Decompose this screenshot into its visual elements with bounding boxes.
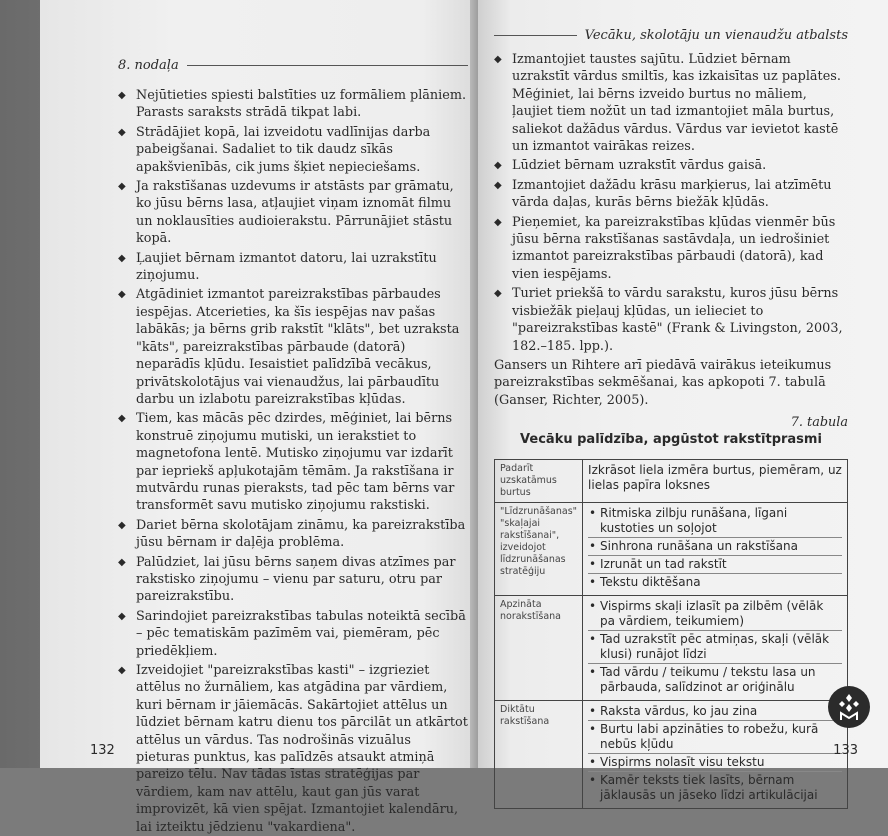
table-row (495, 596, 848, 701)
cell-bullet-list (588, 599, 842, 696)
list-item: • Tad uzrakstīt pēc atmiņas, skaļi (vēlāk klusi) runājot līdzi (588, 632, 842, 664)
list-item: ◆ Izveidojiet "pareizrakstības kasti" – izgrieziet attēlus no žurnāliem, kas atgādina par vārdiem, kuri bērnam ir jāiemācās. Sakārtojiet attēlus un lūdziet bērnam katru dienu tos pārcilāt un atkārtot attēlus un vārdus. Tas nodrošinās vizuālus pieturas punktus, kas palīdzēs atsaukt atmiņā pareizo tēlu. Nav tādas īstas stratēģijas par vārdiem, kam nav attēlu, kaut gan jūs varat improvizēt, kā vien spējat. Izmantojiet kalendāru, lai izteiktu jēdzienu "vakardiena". (118, 662, 468, 836)
list-item: ◆ Nejūtieties spiesti balstīties uz formāliem plāniem. Parasts saraksts strādā tikpat labi. (118, 87, 468, 122)
list-item: ◆ Sarindojiet pareizrakstības tabulas noteiktā secībā – pēc tematiskām pazīmēm vai, piemēram, pēc priedēkļiem. (118, 608, 468, 660)
left-page-number: 132 (90, 743, 115, 758)
list-item: • Kamēr teksts tiek lasīts, bērnam jāklausās un jāseko līdzi artikulācijai (588, 773, 842, 804)
list-item: • Raksta vārdus, ko jau zina (588, 704, 842, 721)
list-item: ◆ Strādājiet kopā, lai izveidotu vadlīnijas darba pabeigšanai. Sadaliet to tik daudz sīkās apakšvienībās, cik jums šķiet nepieciešams. (118, 124, 468, 176)
list-item: • Sinhrona runāšana un rakstīšana (588, 539, 842, 556)
table-title: Vecāku palīdzība, apgūstot rakstītprasmi (520, 432, 822, 448)
left-running-head (118, 58, 468, 73)
list-item: • Tad vārdu / teikumu / tekstu lasa un pārbauda, salīdzinot ar oriģinālu (588, 665, 842, 696)
header-rule (494, 35, 577, 36)
list-item: • Izrunāt un tad rakstīt (588, 557, 842, 574)
table-row (495, 503, 848, 596)
table-cell-content (583, 503, 848, 596)
list-item: • Tekstu diktēšana (588, 575, 842, 591)
cell-bullet-list (588, 506, 842, 591)
list-item: ◆ Ļaujiet bērnam izmantot datoru, lai uzrakstītu ziņojumu. (118, 250, 468, 285)
list-item: ◆ Izmantojiet taustes sajūtu. Lūdziet bērnam uzrakstīt vārdus smiltīs, kas izkaisītas uz paplātes. Mēģiniet, lai bērns izveido burtus no māliem, ļaujiet tiem nožūt un tad izmantojiet māla burtus, saliekot dažādus vārdus. Vārdus var ievietot kastē un izmantot vairākas reizes. (494, 51, 848, 155)
support-table (494, 459, 848, 809)
table-cell-label: Diktātu rakstīšana (495, 701, 583, 809)
table-cell-label: "Līdzrunāšanas" "skaļajai rakstīšanai", izveidojot līdzrunāšanas stratēģiju (495, 503, 583, 596)
right-page (478, 0, 888, 803)
list-item: ◆ Dariet bērna skolotājam zināmu, ka pareizrakstība jūsu bērnam ir daļēja problēma. (118, 517, 468, 552)
table-row (495, 460, 848, 503)
right-running-head (494, 28, 848, 43)
table-cell-label: Padarīt uzskatāmus burtus (495, 460, 583, 503)
cell-bullet-list (588, 704, 842, 804)
list-item: ◆ Ja rakstīšanas uzdevums ir atstāsts par grāmatu, ko jūsu bērns lasa, atļaujiet viņam iznomāt filmu un noklausīties audioierakstu. Pārrunājiet stāstu kopā. (118, 178, 468, 248)
chapter-title: Vecāku, skolotāju un vienaudžu atbalsts (584, 28, 848, 43)
list-item: ◆ Pieņemiet, ka pareizrakstības kļūdas vienmēr būs jūsu bērna rakstīšanas sastāvdaļa, un iedrošiniet izmantot pareizrakstības pārbaudi (datorā), kad vien iespējams. (494, 214, 848, 284)
right-bullet-list (494, 51, 848, 355)
list-item: ◆ Atgādiniet izmantot pareizrakstības pārbaudes iespējas. Atcerieties, ka šīs iespējas nav pašas labākās; ja bērns grib rakstīt "klāts", bet uzraksta "kāts", pareizrakstības pārbaude (datorā) neparādīs kļūdu. Iesaistiet palīdzībā vecākus, privātskolotājus vai vienaudžus, lai pārbaudītu darbu un izlabotu pareizrakstības kļūdas. (118, 286, 468, 408)
list-item: • Vispirms skaļi izlasīt pa zilbēm (vēlāk pa vārdiem, teikumiem) (588, 599, 842, 631)
list-item: • Ritmiska zilbju runāšana, līgani kustoties un soļojot (588, 506, 842, 538)
chapter-label: 8. nodaļa (118, 58, 179, 73)
list-item: ◆ Tiem, kas mācās pēc dzirdes, mēģiniet, lai bērns konstruē ziņojumu mutiski, un ierakstiet to magnetofona lentē. Mutisko ziņojumu var izdarīt par iepriekš apļukotajām tēmām. Ja rakstīšana ir mutvārdu runas pieraksts, tad pēc tam bērns var transformēt savu mutisko ziņojumu rakstiski. (118, 410, 468, 514)
logo-mark (836, 692, 862, 722)
right-page-number: 133 (833, 743, 858, 758)
body-paragraph: Gansers un Rihtere arī piedāvā vairākus ieteikumus pareizrakstības sekmēšanai, kas apkopoti 7. tabulā (Ganser, Richter, 2005). (494, 357, 832, 408)
list-item: ◆ Palūdziet, lai jūsu bērns saņem divas atzīmes par rakstisko ziņojumu – vienu par saturu, otru par pareizrakstību. (118, 554, 468, 606)
table-cell-content (583, 596, 848, 701)
left-bullet-list (118, 87, 468, 836)
list-item: ◆ Izmantojiet dažādu krāsu marķierus, lai atzīmētu vārda daļas, kurās bērns biežāk kļūdās. (494, 177, 848, 212)
table-cell-label: Apzināta norakstīšana (495, 596, 583, 701)
table-row (495, 701, 848, 809)
left-page (40, 0, 490, 835)
table-cell-content (583, 701, 848, 809)
table-number: 7. tabula (790, 415, 848, 431)
list-item: • Burtu labi apzināties to robežu, kurā nebūs kļūdu (588, 722, 842, 754)
table-cell-content: Izkrāsot liela izmēra burtus, piemēram, uz lielas papīra loksnes (583, 460, 848, 503)
header-rule (187, 65, 468, 66)
list-item: ◆ Lūdziet bērnam uzrakstīt vārdus gaisā. (494, 157, 848, 174)
list-item: ◆ Turiet priekšā to vārdu sarakstu, kuros jūsu bērns visbiežāk pieļauj kļūdas, un ielieciet to "pareizrakstības kastē" (Frank & Livingston, 2003, 182.–185. lpp.). (494, 285, 848, 355)
logo-icon (828, 686, 870, 728)
list-item: • Vispirms nolasīt visu tekstu (588, 755, 842, 772)
